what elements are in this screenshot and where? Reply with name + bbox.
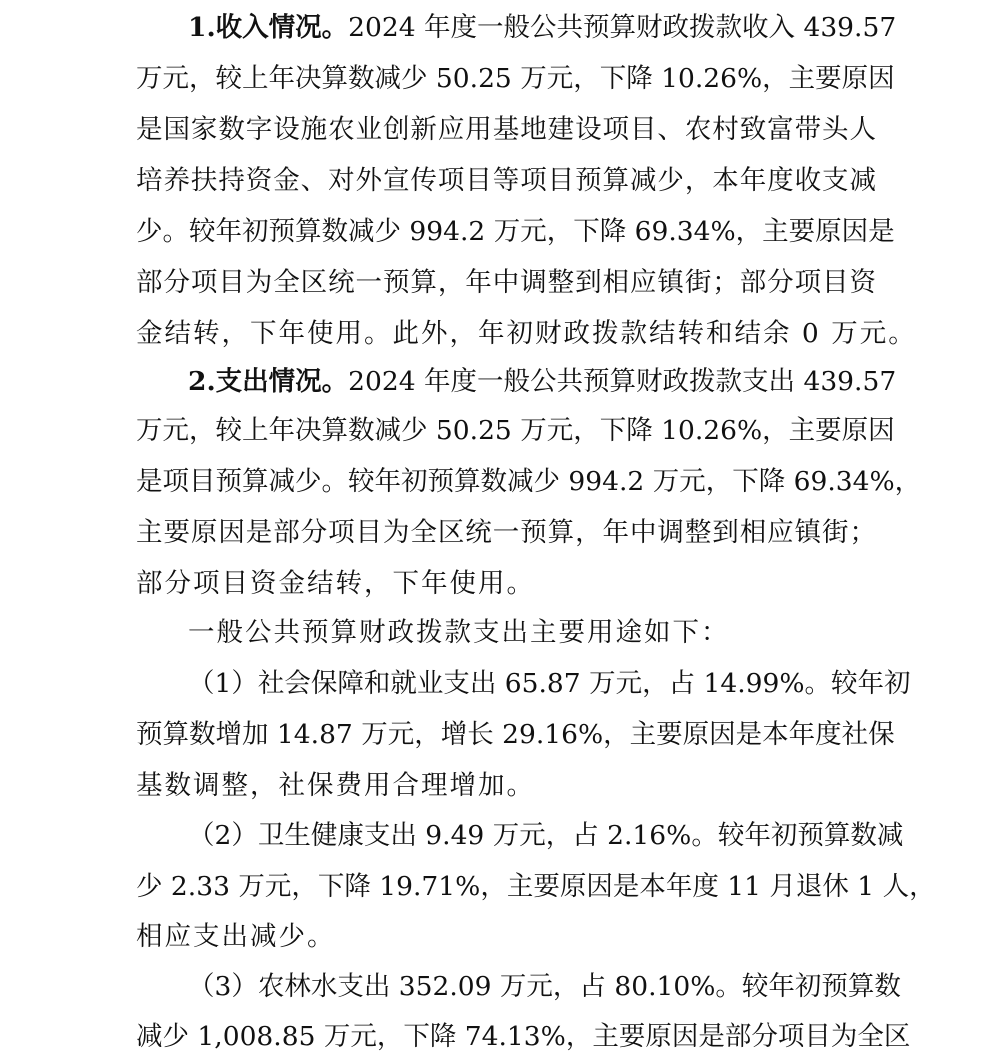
paragraph-line: 是国家数字设施农业创新应用基地建设项目、农村致富带头人 [136, 114, 876, 145]
paragraph-line: 相应支出减少。 [136, 921, 336, 952]
income-heading: 1.收入情况。 [188, 12, 349, 43]
paragraph-line: 少。较年初预算数减少 994.2 万元，下降 69.34%，主要原因是 [136, 216, 895, 247]
paragraph-line: 少 2.33 万元，下降 19.71%，主要原因是本年度 11 月退休 1 人， [136, 871, 936, 902]
paragraph-line: 主要原因是部分项目为全区统一预算，年中调整到相应镇街； [136, 517, 876, 548]
paragraph-line: （1）社会保障和就业支出 65.87 万元，占 14.99%。较年初 [188, 668, 911, 699]
paragraph-line: 基数调整，社保费用合理增加。 [136, 770, 535, 801]
line-text: 2024 年度一般公共预算财政拨款收入 439.57 [348, 12, 897, 43]
paragraph-line: 一般公共预算财政拨款支出主要用途如下： [188, 617, 730, 648]
line-text: 2024 年度一般公共预算财政拨款支出 439.57 [348, 366, 897, 397]
expenditure-heading: 2.支出情况。 [188, 366, 349, 397]
paragraph-line [188, 356, 897, 407]
paragraph-line: 是项目预算减少。较年初预算数减少 994.2 万元，下降 69.34%， [136, 466, 922, 497]
paragraph-line: 金结转，下年使用。此外，年初财政拨款结转和结余 0 万元。 [136, 318, 917, 349]
paragraph-line: 减少 1,008.85 万元，下降 74.13%，主要原因是部分项目为全区 [136, 1021, 911, 1052]
paragraph-line: 预算数增加 14.87 万元，增长 29.16%，主要原因是本年度社保 [136, 719, 895, 750]
paragraph-line: 万元，较上年决算数减少 50.25 万元，下降 10.26%，主要原因 [136, 415, 895, 446]
paragraph-line: 培养扶持资金、对外宣传项目等项目预算减少，本年度收支减 [136, 165, 876, 196]
paragraph-line: （2）卫生健康支出 9.49 万元，占 2.16%。较年初预算数减 [188, 820, 904, 851]
paragraph-line [188, 2, 897, 53]
paragraph-line: 万元，较上年决算数减少 50.25 万元，下降 10.26%，主要原因 [136, 63, 895, 94]
paragraph-line: 部分项目资金结转，下年使用。 [136, 568, 535, 599]
paragraph-line: 部分项目为全区统一预算，年中调整到相应镇街；部分项目资 [136, 267, 876, 298]
paragraph-line: （3）农林水支出 352.09 万元，占 80.10%。较年初预算数 [188, 971, 901, 1002]
